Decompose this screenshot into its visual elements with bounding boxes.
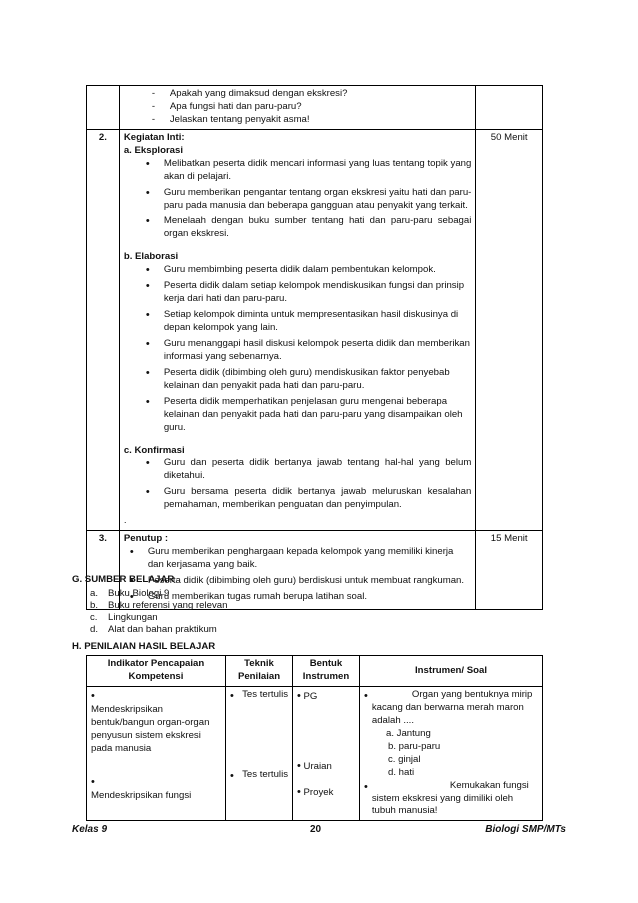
bullet-icon: •: [297, 786, 301, 798]
list-item: • Menelaah dengan buku sumber tentang hati dan paru-paru sebagai organ ekskresi.: [146, 215, 472, 241]
column-header: Teknik Penilaian: [226, 656, 293, 687]
closing-time: 15 Menit: [476, 531, 543, 610]
column-header: Bentuk Instrumen: [293, 656, 360, 687]
sumber-belajar-heading: G. SUMBER BELAJAR: [72, 574, 175, 585]
footer-class: Kelas 9: [72, 824, 108, 835]
intro-row: [87, 86, 543, 130]
bullet-icon: •: [364, 780, 368, 793]
list-item: • Guru menanggapi hasil diskusi kelompok peserta didik dan memberikan informasi yang sebenarnya.: [146, 338, 472, 364]
list-item: • Setiap kelompok diminta untuk mempresentasikan hasil diskusinya di depan kelompok yang lain.: [146, 309, 472, 335]
list-item: • Peserta didik (dibimbing oleh guru) berdiskusi untuk membuat rangkuman.: [130, 575, 472, 588]
teknik-2: Tes tertulis: [242, 769, 288, 780]
list-item: • Peserta didik (dibimbing oleh guru) mendiskusikan faktor penyebab kelainan dan penyakit pada hati dan paru-paru.: [146, 367, 472, 393]
list-item: c. Lingkungan: [90, 612, 158, 623]
list-item: • Guru dan peserta didik bertanya jawab tentang hal-hal yang belum diketahui.: [146, 457, 472, 483]
intro-no-cell: [87, 86, 120, 130]
list-item: b. Buku referensi yang relevan: [90, 600, 228, 611]
eksplorasi-heading: a. Eksplorasi: [123, 144, 184, 156]
bullet-icon: •: [297, 690, 301, 702]
core-activity-title: Kegiatan Inti:: [123, 131, 185, 143]
option-item: a. Jantung: [386, 727, 431, 739]
column-header: Instrumen/ Soal: [360, 656, 543, 687]
bentuk-uraian: Uraian: [303, 761, 332, 772]
bentuk-cell: [293, 687, 360, 821]
intro-time-cell: [476, 86, 543, 130]
core-activity-cell: [119, 129, 476, 530]
list-item: • Melibatkan peserta didik mencari informasi yang luas tentang topik yang akan di pelajari.: [146, 158, 472, 184]
teknik-1: Tes tertulis: [242, 689, 288, 700]
penilaian-heading: H. PENILAIAN HASIL BELAJAR: [72, 641, 216, 652]
bullet-icon: •: [91, 690, 95, 702]
konfirmasi-heading: c. Konfirmasi: [123, 444, 185, 456]
bullet-icon: •: [364, 690, 368, 702]
row-number: 2.: [87, 129, 120, 530]
indikator-2: Mendeskripsikan fungsi: [91, 789, 192, 801]
column-header: Indikator Pencapaian Kompetensi: [87, 656, 226, 687]
learning-activities-table: [86, 85, 543, 610]
sumber-belajar-list: [90, 588, 227, 636]
indikator-cell: [87, 687, 226, 821]
indikator-1: Mendeskripsikan bentuk/bangun organ-organ penyusun sistem ekskresi pada manusia: [91, 703, 210, 754]
bullet-icon: •: [230, 690, 234, 702]
row-number: 3.: [87, 531, 120, 610]
core-time: 50 Menit: [476, 129, 543, 530]
list-item: a. Buku Biologi 9: [90, 588, 170, 599]
assessment-table: [86, 655, 543, 821]
list-item: d. Alat dan bahan praktikum: [90, 624, 217, 635]
soal-1: Organ yang bentuknya mirip kacang dan berwarna merah maron adalah ....: [371, 689, 533, 726]
trailing-dot: .: [123, 515, 127, 527]
bullet-icon: •: [91, 776, 95, 788]
list-item: - Apakah yang dimaksud dengan ekskresi?: [152, 88, 472, 101]
soal-cell: [360, 687, 543, 821]
option-item: d. hati: [388, 766, 415, 778]
konfirmasi-list: [124, 457, 472, 512]
list-item: • Guru memberikan pengantar tentang organ ekskresi yaitu hati dan paru-paru pada manusia dan beberapa gangguan atau penyakit yang terkait.: [146, 187, 472, 213]
table-header-row: [87, 656, 543, 687]
soal-1-options: [364, 728, 538, 780]
teknik-cell: [226, 687, 293, 821]
list-item: • Guru memberikan penghargaan kepada kelompok yang memiliki kinerja dan kerjasama yang baik.: [130, 546, 472, 572]
closing-title: Penutup :: [123, 533, 169, 545]
list-item: • Guru memberikan tugas rumah berupa latihan soal.: [130, 591, 472, 604]
elaborasi-list: [124, 264, 472, 434]
bullet-icon: •: [297, 760, 301, 772]
list-item: - Jelaskan tentang penyakit asma!: [152, 114, 472, 127]
option-item: b. paru-paru: [388, 740, 441, 752]
footer-subject: Biologi SMP/MTs: [485, 824, 566, 835]
soal-2: Kemukakan fungsi sistem ekskresi yang dimiliki oleh tubuh manusia!: [371, 779, 529, 817]
list-item: • Guru bersama peserta didik bertanya jawab meluruskan kesalahan pemahaman, memberikan penguatan dan penyimpulan.: [146, 486, 472, 512]
option-item: c. ginjal: [388, 753, 421, 765]
page-number: 20: [310, 824, 322, 835]
bentuk-pg: PG: [303, 691, 318, 702]
list-item: • Guru membimbing peserta didik dalam pembentukan kelompok.: [146, 264, 472, 277]
elaborasi-heading: b. Elaborasi: [123, 251, 179, 263]
eksplorasi-list: [124, 158, 472, 242]
core-activity-row: [87, 129, 543, 530]
list-item: - Apa fungsi hati dan paru-paru?: [152, 101, 472, 114]
intro-activity-cell: [119, 86, 476, 130]
list-item: • Peserta didik memperhatikan penjelasan guru mengenai beberapa kelainan dan penyakit pada hati dan paru-paru yang disampaikan oleh guru.: [146, 396, 472, 435]
intro-question-list: [124, 88, 472, 127]
list-item: • Peserta didik dalam setiap kelompok mendiskusikan fungsi dan prinsip kerja dari hati dan paru-paru.: [146, 280, 472, 306]
bullet-icon: •: [230, 770, 234, 782]
bentuk-proyek: Proyek: [303, 787, 334, 798]
table-row: [87, 687, 543, 821]
